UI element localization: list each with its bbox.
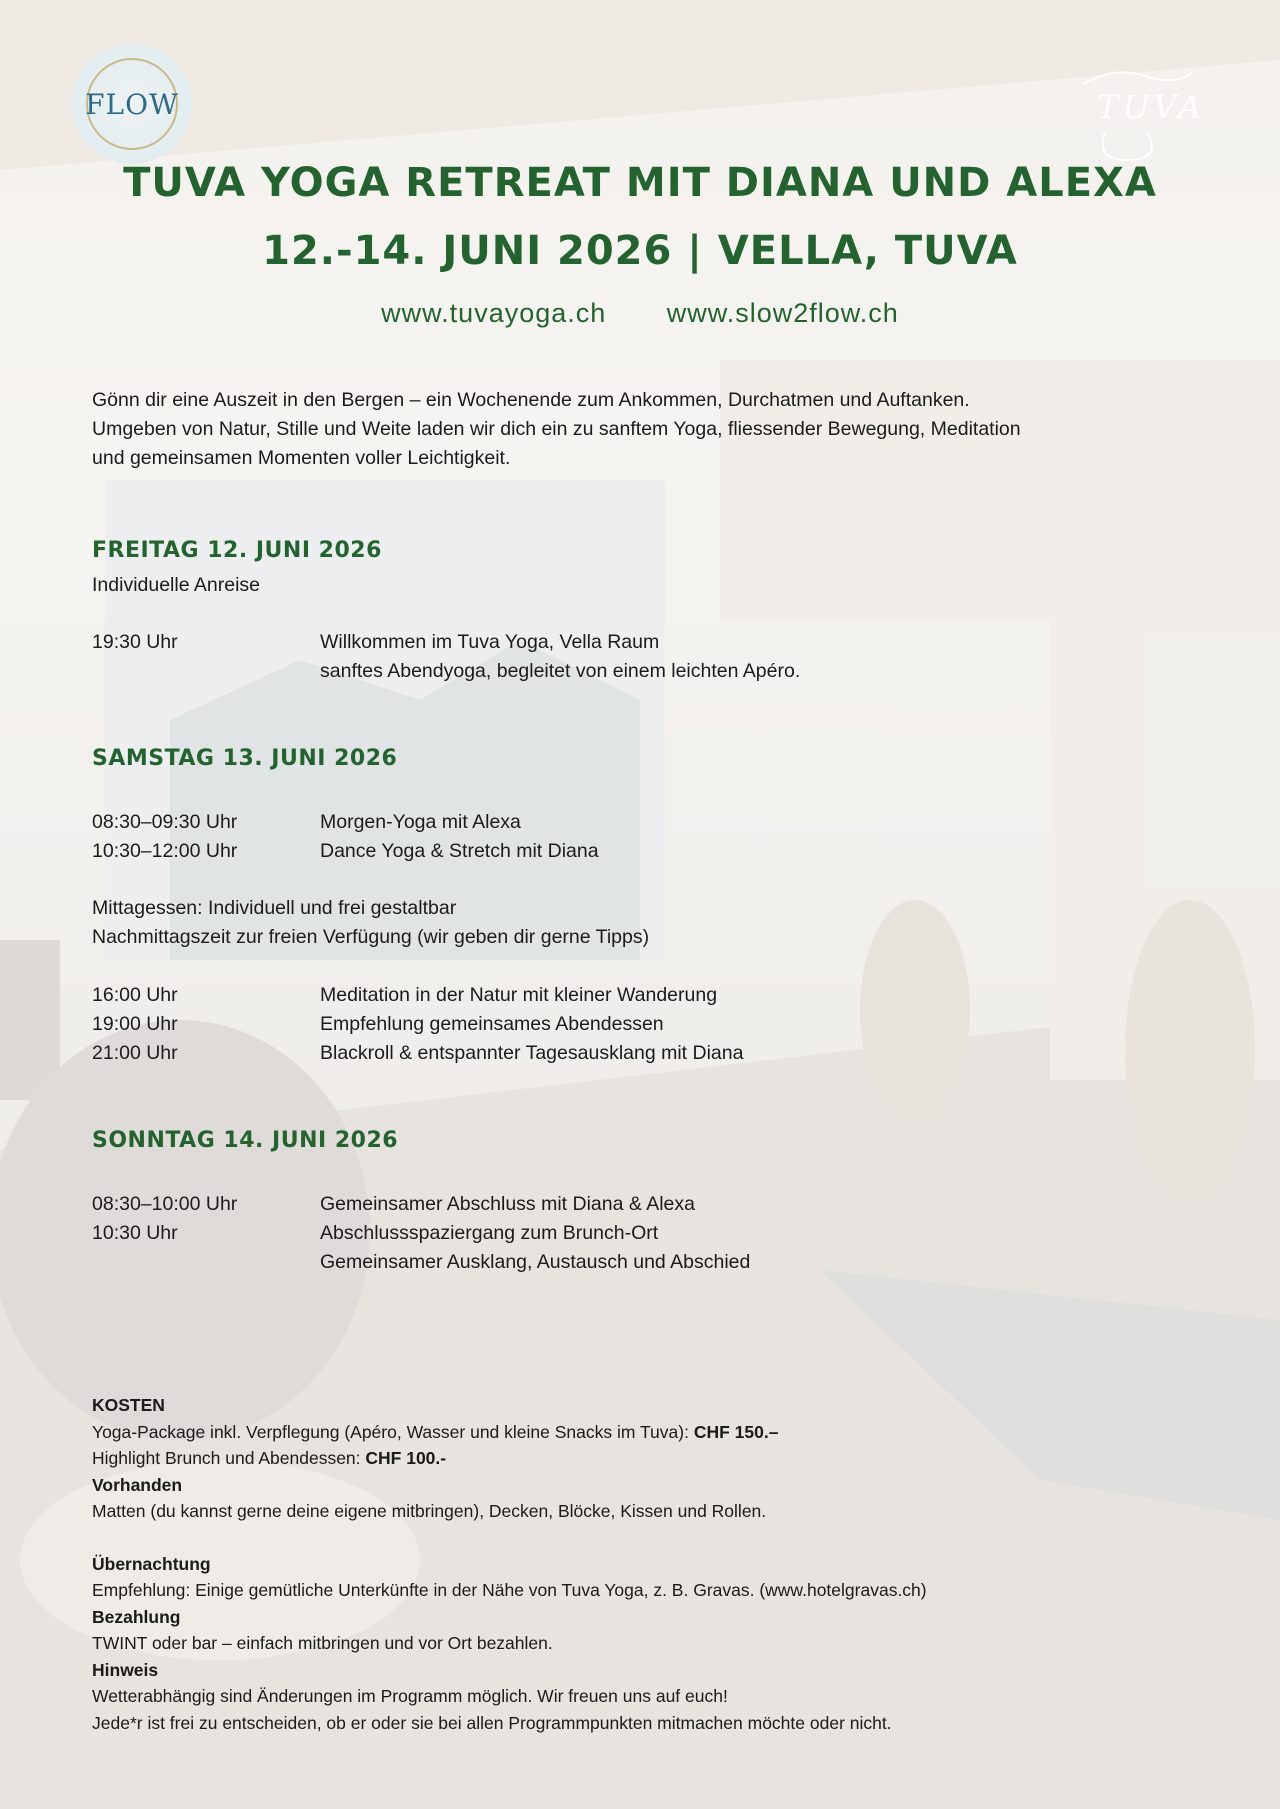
schedule-event: Blackroll & entspannter Tagesausklang mit Diana [320,1042,744,1064]
uebernachtung-text: Empfehlung: Einige gemütliche Unterkünfte in der Nähe von Tuva Yoga, z. B. Gravas. (www.hotelgravas.ch) [92,1580,927,1600]
schedule-event: Willkommen im Tuva Yoga, Vella Raum [320,631,660,653]
schedule-row [92,1010,1202,1039]
info-section [92,1392,1212,1736]
price: CHF 150.– [693,1421,779,1442]
schedule-row [92,1190,1202,1219]
page-title: TUVA YOGA RETREAT MIT DIANA UND ALEXA [123,160,1157,206]
schedule-time: 16:00 Uhr [92,984,178,1006]
friday-note: Individuelle Anreise [92,574,261,596]
website-links [0,298,1280,329]
intro-line: und gemeinsamen Momenten voller Leichtigkeit. [92,447,511,469]
bezahlung-text: TWINT oder bar – einfach mitbringen und vor Ort bezahlen. [92,1633,553,1653]
friday-heading: FREITAG 12. JUNI 2026 [92,538,382,563]
intro-line: Gönn dir eine Auszeit in den Bergen – ein Wochenende zum Ankommen, Durchatmen und Auftanken. [92,389,970,411]
schedule-row [92,657,1202,686]
schedule-row [92,1039,1202,1068]
schedule-event: Gemeinsamer Ausklang, Austausch und Abschied [320,1251,751,1273]
schedule-event: Dance Yoga & Stretch mit Diana [320,840,599,862]
schedule-row [92,837,1202,866]
page-subtitle: 12.-14. JUNI 2026 | VELLA, TUVA [262,228,1018,274]
schedule-row [92,1248,1202,1277]
vorhanden-heading: Vorhanden [92,1474,183,1495]
saturday-note: Nachmittagszeit zur freien Verfügung (wir geben dir gerne Tipps) [92,926,650,948]
tuva-logo-text: TUVA [1097,88,1206,126]
schedule-time: 19:30 Uhr [92,631,178,653]
uebernachtung-heading: Übernachtung [92,1553,211,1574]
schedule-row [92,1219,1202,1248]
schedule-event: Abschlussspaziergang zum Brunch-Ort [320,1222,659,1244]
flow-logo [72,44,192,164]
hinweis-text: Wetterabhängig sind Änderungen im Programm möglich. Wir freuen uns auf euch! [92,1686,728,1706]
schedule-time: 08:30–10:00 Uhr [92,1193,238,1215]
vorhanden-text: Matten (du kannst gerne deine eigene mitbringen), Decken, Blöcke, Kissen und Rollen. [92,1501,767,1521]
saturday-note: Mittagessen: Individuell und frei gestaltbar [92,897,457,919]
schedule-row [92,628,1202,657]
schedule-time: 10:30–12:00 Uhr [92,840,238,862]
tuvayoga-link[interactable]: www.tuvayoga.ch [381,298,607,328]
schedule-time: 08:30–09:30 Uhr [92,811,238,833]
kosten-line: Yoga-Package inkl. Verpflegung (Apéro, Wasser und kleine Snacks im Tuva): CHF 150.– [92,1421,779,1442]
flow-logo-text: FLOW [85,88,179,121]
schedule-time: 19:00 Uhr [92,1013,178,1035]
kosten-line: Highlight Brunch und Abendessen: CHF 100.- [92,1448,447,1468]
saturday-heading: SAMSTAG 13. JUNI 2026 [92,746,398,771]
tuva-logo [1075,62,1206,167]
schedule-event: Gemeinsamer Abschluss mit Diana & Alexa [320,1193,695,1215]
price: CHF 100.- [365,1448,447,1468]
hinweis-heading: Hinweis [92,1659,159,1680]
schedule-row [92,981,1202,1010]
intro-text [92,386,1202,473]
kosten-heading: KOSTEN [92,1395,165,1415]
schedule-event: sanftes Abendyoga, begleitet von einem leichten Apéro. [320,660,801,682]
schedule-event: Morgen-Yoga mit Alexa [320,811,521,833]
sunday-heading: SONNTAG 14. JUNI 2026 [92,1128,399,1153]
schedule-event: Meditation in der Natur mit kleiner Wanderung [320,984,718,1006]
schedule-time: 21:00 Uhr [92,1042,178,1064]
bezahlung-heading: Bezahlung [92,1606,181,1627]
slow2flow-link[interactable]: www.slow2flow.ch [666,298,899,328]
intro-line: Umgeben von Natur, Stille und Weite laden wir dich ein zu sanftem Yoga, fliessender Bewegung, Meditation [92,418,1021,440]
hinweis-text: Jede*r ist frei zu entscheiden, ob er oder sie bei allen Programmpunkten mitmachen möchte oder nicht. [92,1712,892,1733]
schedule-row [92,808,1202,837]
schedule-event: Empfehlung gemeinsames Abendessen [320,1013,664,1035]
schedule-time: 10:30 Uhr [92,1222,178,1244]
